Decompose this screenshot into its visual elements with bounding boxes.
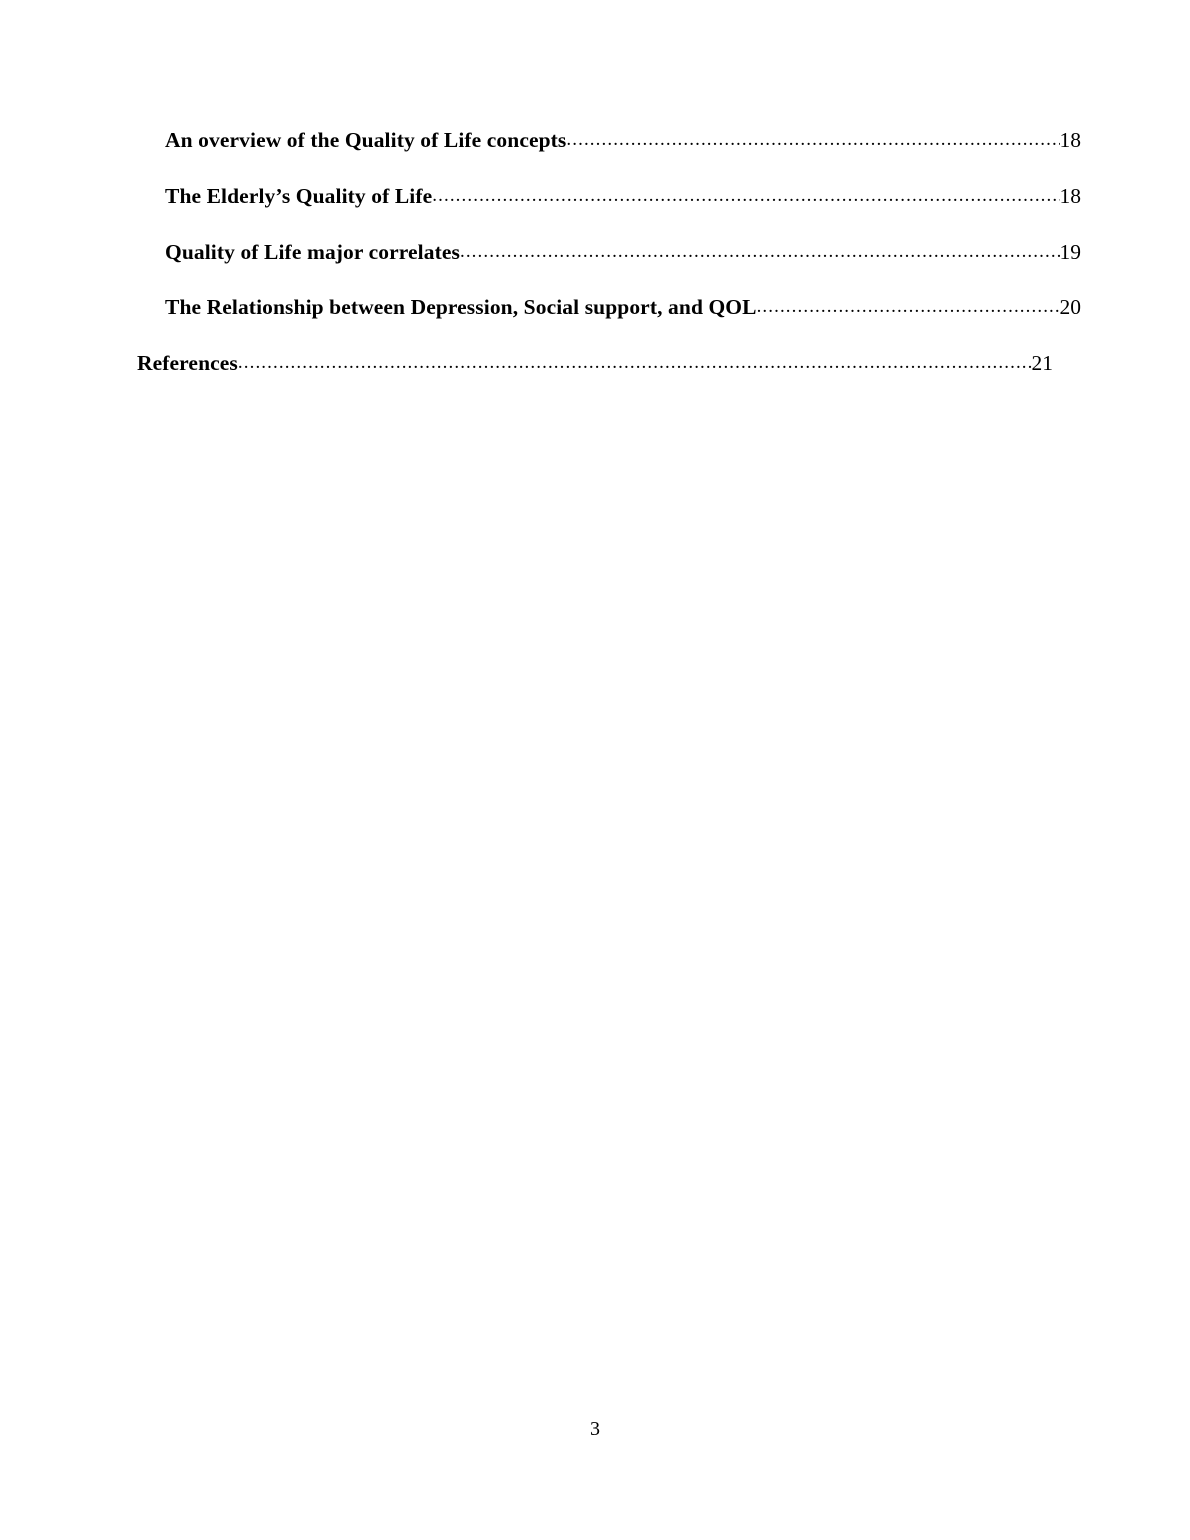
toc-dot-leader bbox=[460, 241, 1060, 264]
page-number: 3 bbox=[590, 1418, 600, 1440]
toc-entry[interactable] bbox=[137, 128, 1081, 154]
toc-entry[interactable] bbox=[137, 240, 1081, 266]
table-of-contents bbox=[137, 128, 1081, 407]
toc-dot-leader bbox=[432, 185, 1059, 208]
toc-entry[interactable] bbox=[137, 351, 1053, 377]
toc-entry-title: The Elderly’s Quality of Life bbox=[165, 183, 433, 208]
toc-dot-leader bbox=[757, 296, 1060, 319]
toc-entry-page: 20 bbox=[1059, 295, 1081, 320]
toc-entry-page: 18 bbox=[1059, 128, 1081, 152]
toc-entry-title: An overview of the Quality of Life concepts bbox=[165, 128, 567, 152]
toc-entry[interactable] bbox=[137, 184, 1081, 210]
toc-entry[interactable] bbox=[137, 295, 1081, 321]
toc-dot-leader bbox=[238, 352, 1032, 375]
toc-entry-page: 21 bbox=[1031, 351, 1053, 376]
toc-dot-leader bbox=[566, 129, 1059, 152]
toc-entry-title: References bbox=[137, 351, 238, 376]
toc-entry-title: The Relationship between Depression, Social support, and QOL bbox=[165, 295, 757, 320]
toc-entry-page: 19 bbox=[1059, 239, 1081, 264]
toc-entry-title: Quality of Life major correlates bbox=[165, 239, 460, 264]
toc-entry-page: 18 bbox=[1059, 183, 1081, 208]
